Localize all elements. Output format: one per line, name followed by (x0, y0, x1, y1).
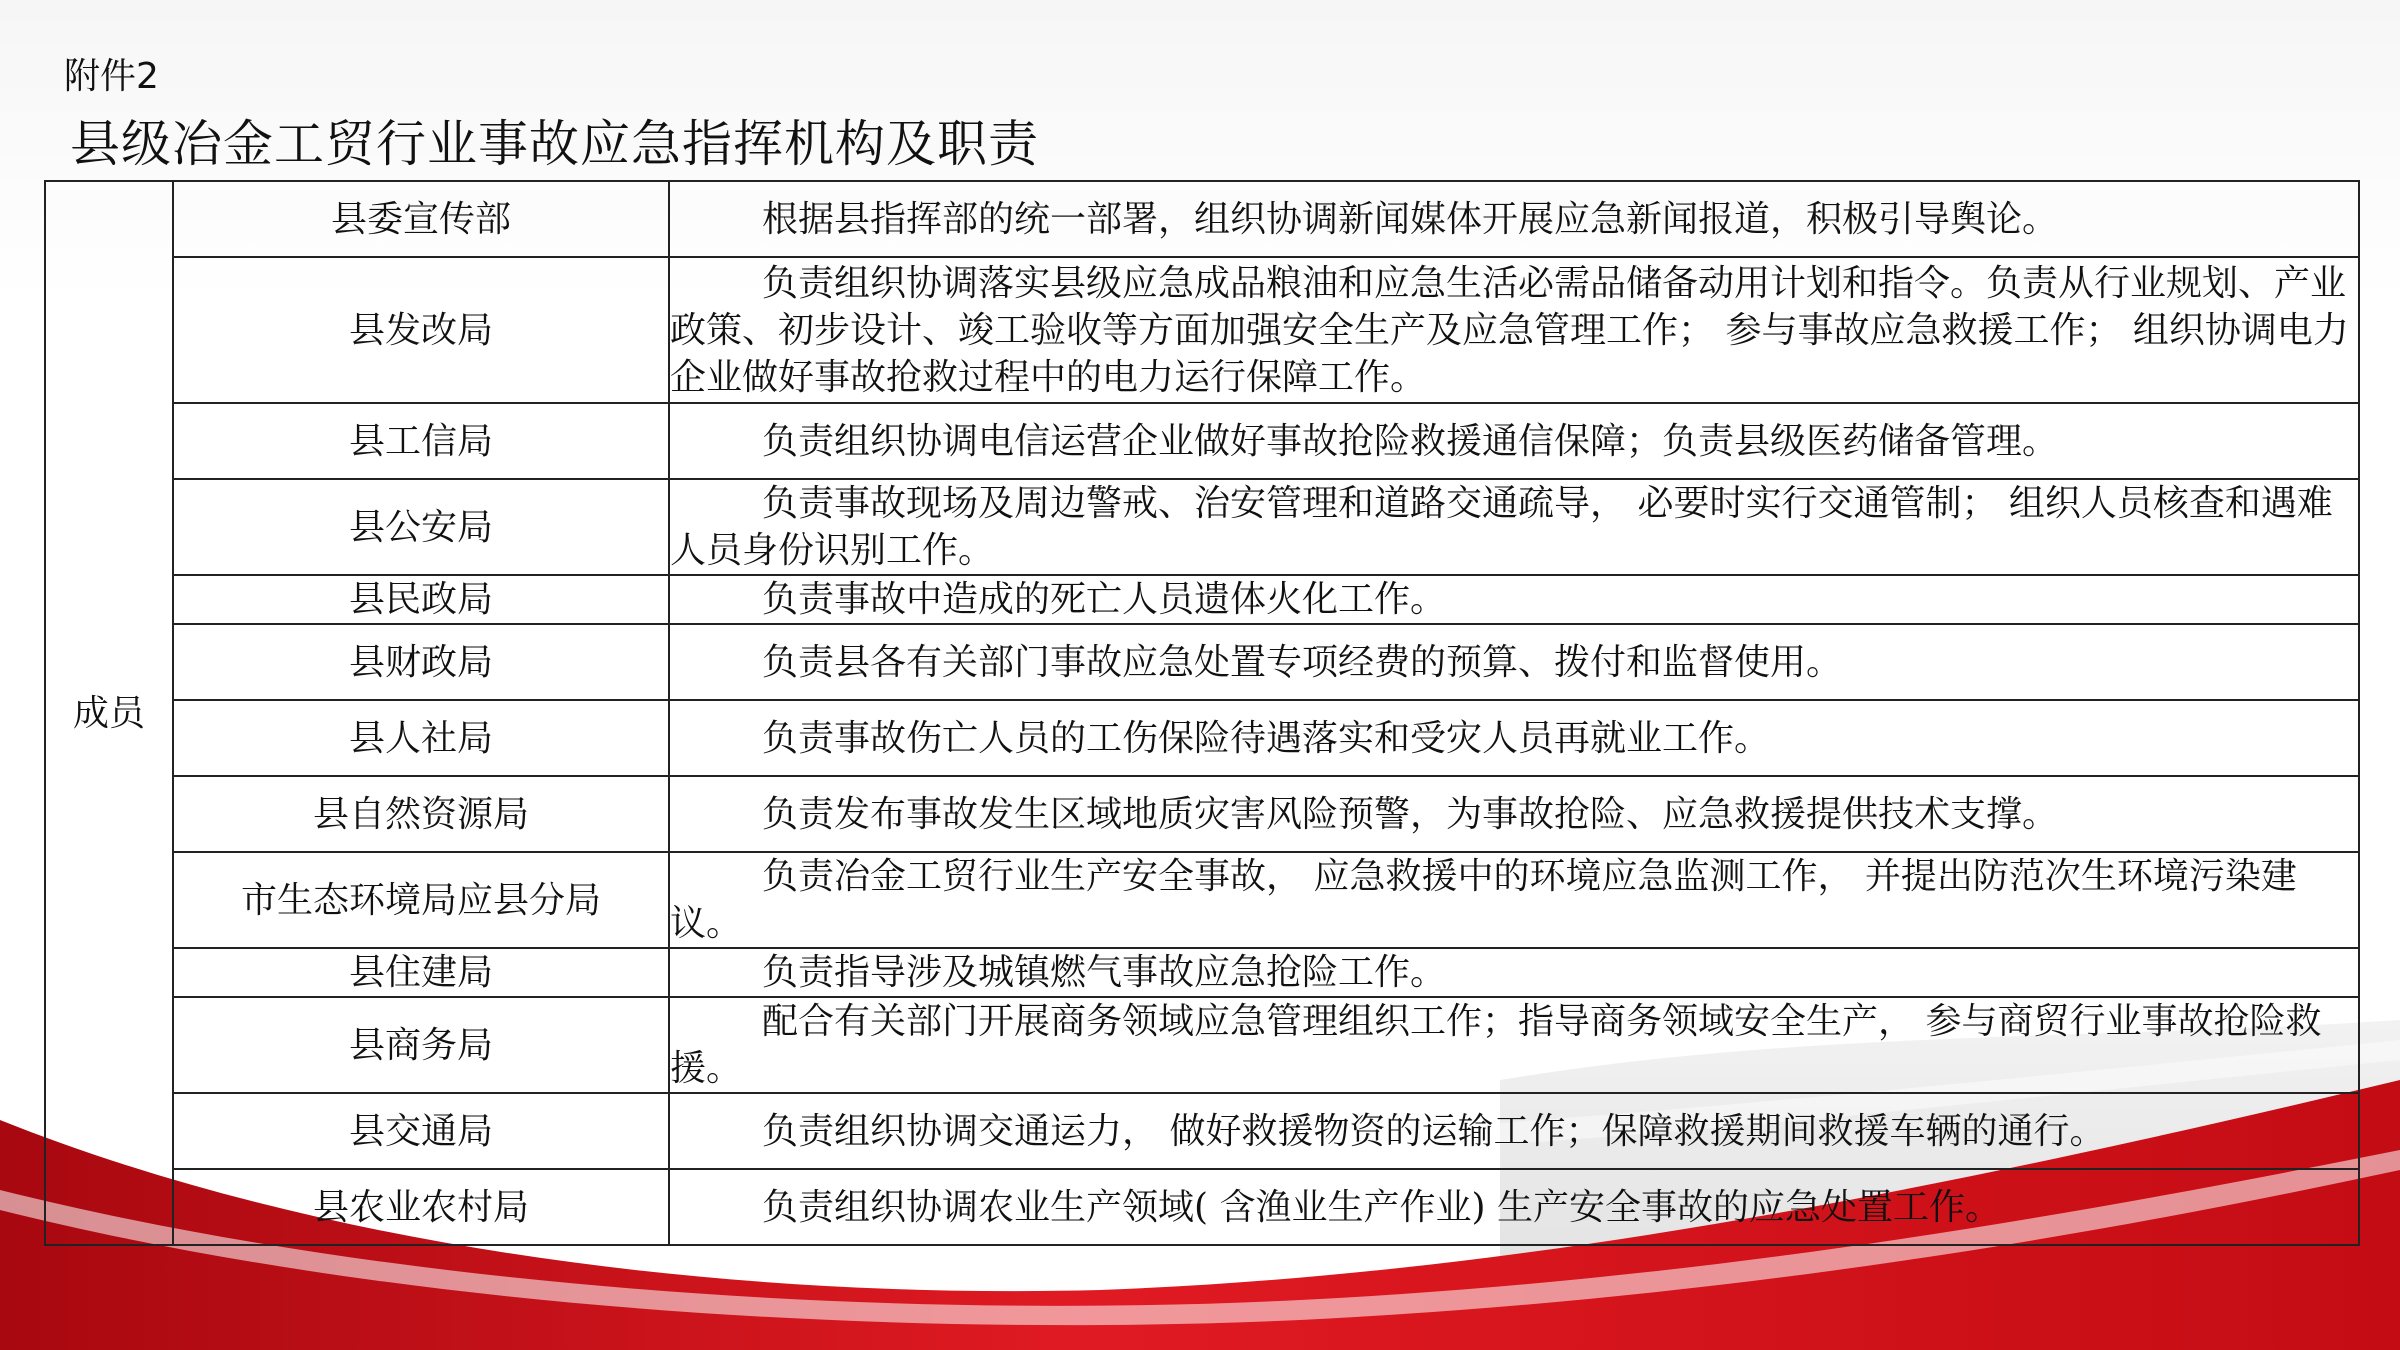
duty-text: 配合有关部门开展商务领域应急管理组织工作；指导商务领域安全生产， 参与商贸行业事故抢险救援。 (669, 997, 2359, 1093)
dept-name: 县公安局 (173, 479, 669, 575)
table-row (45, 575, 2359, 624)
page-title: 县级冶金工贸行业事故应急指挥机构及职责 (70, 115, 1039, 173)
dept-name: 县交通局 (173, 1093, 669, 1169)
duty-text: 根据县指挥部的统一部署，组织协调新闻媒体开展应急新闻报道，积极引导舆论。 (669, 181, 2359, 257)
table-row (45, 948, 2359, 997)
table-row (45, 852, 2359, 948)
duty-text: 负责事故伤亡人员的工伤保险待遇落实和受灾人员再就业工作。 (669, 700, 2359, 776)
dept-name: 县工信局 (173, 403, 669, 479)
group-label: 成员 (45, 181, 173, 1245)
duty-text: 负责事故现场及周边警戒、治安管理和道路交通疏导， 必要时实行交通管制； 组织人员核查和遇难人员身份识别工作。 (669, 479, 2359, 575)
table-row (45, 700, 2359, 776)
table-row (45, 624, 2359, 700)
duty-text: 负责组织协调农业生产领域( 含渔业生产作业) 生产安全事故的应急处置工作。 (669, 1169, 2359, 1245)
duty-text: 负责组织协调电信运营企业做好事故抢险救援通信保障；负责县级医药储备管理。 (669, 403, 2359, 479)
table-row (45, 403, 2359, 479)
table-row (45, 479, 2359, 575)
dept-name: 县人社局 (173, 700, 669, 776)
duty-table (44, 180, 2360, 1246)
dept-name: 县发改局 (173, 257, 669, 403)
duty-text: 负责发布事故发生区域地质灾害风险预警，为事故抢险、应急救援提供技术支撑。 (669, 776, 2359, 852)
duty-text: 负责指导涉及城镇燃气事故应急抢险工作。 (669, 948, 2359, 997)
duty-text: 负责组织协调交通运力， 做好救援物资的运输工作；保障救援期间救援车辆的通行。 (669, 1093, 2359, 1169)
dept-name: 市生态环境局应县分局 (173, 852, 669, 948)
dept-name: 县住建局 (173, 948, 669, 997)
dept-name: 县财政局 (173, 624, 669, 700)
dept-name: 县自然资源局 (173, 776, 669, 852)
duty-text: 负责县各有关部门事故应急处置专项经费的预算、拨付和监督使用。 (669, 624, 2359, 700)
table-row (45, 997, 2359, 1093)
dept-name: 县民政局 (173, 575, 669, 624)
attachment-label: 附件2 (64, 56, 159, 97)
table-row (45, 1093, 2359, 1169)
table-row (45, 776, 2359, 852)
table-row (45, 1169, 2359, 1245)
dept-name: 县委宣传部 (173, 181, 669, 257)
table-row (45, 257, 2359, 403)
duty-text: 负责组织协调落实县级应急成品粮油和应急生活必需品储备动用计划和指令。负责从行业规划、产业政策、初步设计、竣工验收等方面加强安全生产及应急管理工作； 参与事故应急救援工作； 组织协调电力企业做好事故抢救过程中的电力运行保障工作。 (669, 257, 2359, 403)
table-row (45, 181, 2359, 257)
dept-name: 县农业农村局 (173, 1169, 669, 1245)
dept-name: 县商务局 (173, 997, 669, 1093)
duty-text: 负责冶金工贸行业生产安全事故， 应急救援中的环境应急监测工作， 并提出防范次生环境污染建议。 (669, 852, 2359, 948)
duty-text: 负责事故中造成的死亡人员遗体火化工作。 (669, 575, 2359, 624)
